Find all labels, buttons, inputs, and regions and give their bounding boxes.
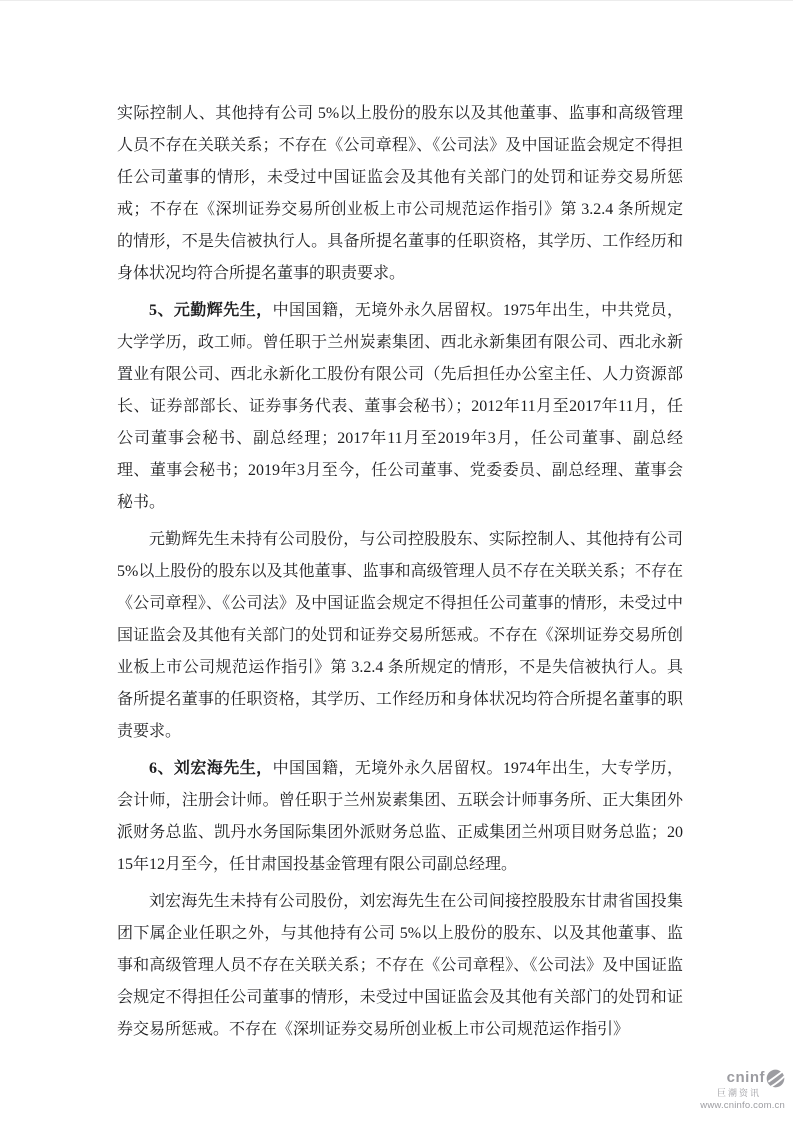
paragraph-disclosure-yuan-qinhui (117, 524, 683, 748)
paragraph-text: 实际控制人、其他持有公司 5%以上股份的股东以及其他董事、监事和高级管理人员不存在关联关系；不存在《公司章程》、《公司法》及中国证监会规定不得担任公司董事的情形，未受过中国证监会及其他有关部门的处罚和证券交易所惩戒；不存在《深圳证券交易所创业板上市公司规范运作指引》第 3.2.4 条所规定的情形，不是失信被执行人。具备所提名董事的任职资格，其学历、工作经历和身体状况均符合所提名董事的职责要求。 (117, 105, 683, 282)
paragraph-bio-liu-honghai (117, 753, 683, 881)
paragraph-director-qualifications-continued (117, 98, 683, 290)
cninfo-logo-text: cninf (726, 1068, 765, 1086)
paragraph-bio-yuan-qinhui (117, 295, 683, 519)
cninfo-swirl-icon (766, 1069, 785, 1088)
cninfo-watermark (700, 1069, 785, 1111)
director-number-and-name: 5、元勤辉先生， (149, 302, 273, 319)
cninfo-brand-row (700, 1069, 785, 1088)
paragraph-text: 刘宏海先生未持有公司股份，刘宏海先生在公司间接控股股东甘肃省国投集团下属企业任职之外，与其他持有公司 5%以上股份的股东、以及其他董事、监事和高级管理人员不存在关联关系；不存在《公司章程》、《公司法》及中国证监会规定不得担任公司董事的情形，未受过中国证监会及其他有关部门的处罚和证券交易所惩戒。不存在《深圳证券交易所创业板上市公司规范运作指引》 (117, 893, 683, 1038)
paragraph-text: 元勤辉先生未持有公司股份，与公司控股股东、实际控制人、其他持有公司 5%以上股份的股东以及其他董事、监事和高级管理人员不存在关联关系；不存在《公司章程》、《公司法》及中国证监会规定不得担任公司董事的情形，未受过中国证监会及其他有关部门的处罚和证券交易所惩戒。不存在《深圳证券交易所创业板上市公司规范运作指引》第 3.2.4 条所规定的情形，不是失信被执行人。具备所提名董事的任职资格，其学历、工作经历和身体状况均符合所提名董事的职责要求。 (117, 531, 683, 740)
paragraph-text: 中国国籍，无境外永久居留权。1974年出生，大专学历，会计师，注册会计师。曾任职于兰州炭素集团、五联会计师事务所、正大集团外派财务总监、凯丹水务国际集团外派财务总监、正威集团兰州项目财务总监；2015年12月至今，任甘肃国投基金管理有限公司副总经理。 (117, 760, 683, 873)
document-body (117, 98, 683, 1051)
director-number-and-name: 6、刘宏海先生， (149, 760, 273, 777)
paragraph-disclosure-liu-honghai (117, 886, 683, 1046)
cninfo-website-url: www.cninfo.com.cn (700, 1099, 785, 1111)
paragraph-text: 中国国籍，无境外永久居留权。1975年出生，中共党员，大学学历，政工师。曾任职于兰州炭素集团、西北永新集团有限公司、西北永新置业有限公司、西北永新化工股份有限公司（先后担任办公室主任、人力资源部长、证券部部长、证券事务代表、董事会秘书）；2012年11月至2017年11月，任公司董事会秘书、副总经理；2017年11月至2019年3月，任公司董事、副总经理、董事会秘书；2019年3月至今，任公司董事、党委委员、副总经理、董事会秘书。 (117, 302, 683, 511)
cninfo-chinese-name: 巨潮资讯 (716, 1087, 761, 1098)
